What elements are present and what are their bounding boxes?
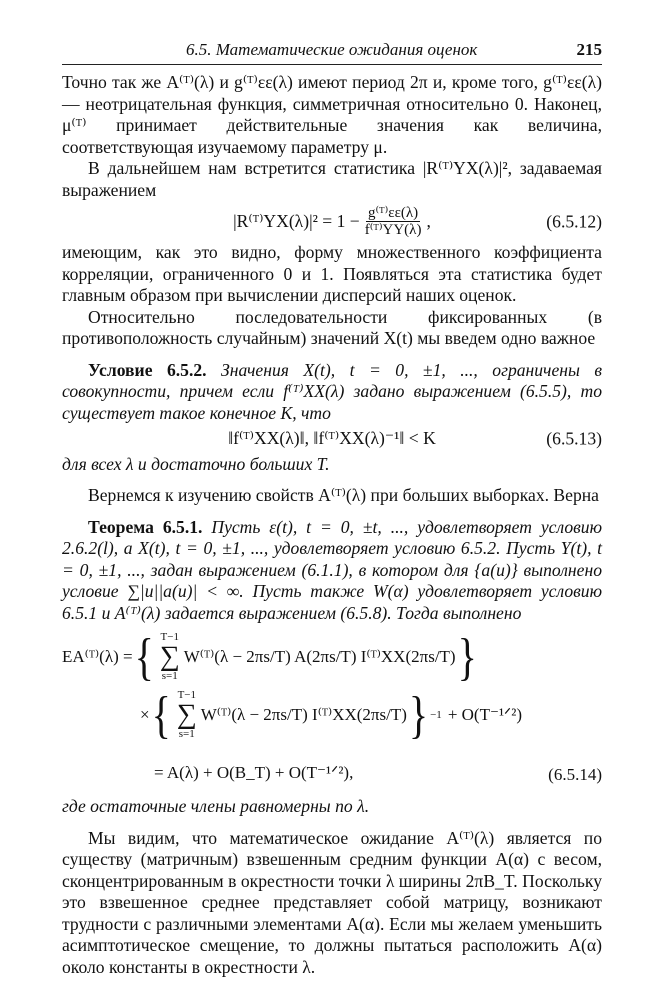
remainder-term: + O(T⁻¹ᐟ²) bbox=[447, 705, 522, 725]
condition-end: для всех λ и достаточно больших T. bbox=[62, 453, 330, 474]
fraction-numerator: g⁽ᵀ⁾εε(λ) bbox=[368, 205, 419, 221]
equation-number: (6.5.14) bbox=[548, 765, 602, 784]
page-body bbox=[62, 72, 602, 978]
equation-row-2: × { T−1 ∑ s=1 W⁽ᵀ⁾(λ − 2πs/T) I⁽ᵀ⁾XX(2πs/T) } −1 + O(T⁻¹ᐟ²) bbox=[140, 685, 522, 744]
sum-lower-limit: s=1 bbox=[178, 728, 195, 740]
sum-upper-limit: T−1 bbox=[177, 689, 196, 701]
theorem-block bbox=[62, 517, 602, 625]
equation-row-3 bbox=[154, 762, 353, 784]
paragraph: Относительно последовательности фиксированных (в противоположность случайным) значений X(t) мы введем одно важное bbox=[62, 306, 602, 348]
equation-lhs: EA⁽ᵀ⁾(λ) = bbox=[62, 647, 133, 667]
equation-lhs: |R⁽ᵀ⁾YX(λ)|² = 1 − bbox=[233, 210, 360, 231]
paragraph: Точно так же A⁽ᵀ⁾(λ) и g⁽ᵀ⁾εε(λ) имеют период 2π и, кроме того, g⁽ᵀ⁾εε(λ) — неотрицательная функция, симметричная относительно 0. Наконец, μ⁽ᵀ⁾ принимает действительные значения как величина, соответствующая изучаемому параметру μ. bbox=[62, 72, 602, 157]
sum-lower-limit: s=1 bbox=[161, 670, 178, 682]
equation-row-1: EA⁽ᵀ⁾(λ) = { T−1 ∑ s=1 W⁽ᵀ⁾(λ − 2πs/T) A(2πs/T) I⁽ᵀ⁾XX(2πs/T) } bbox=[62, 627, 477, 686]
sum-upper-limit: T−1 bbox=[160, 631, 179, 643]
equation-number: (6.5.12) bbox=[546, 210, 602, 231]
fraction-denominator: f⁽ᵀ⁾YY(λ) bbox=[364, 222, 422, 238]
condition-label: Условие 6.5.2. bbox=[88, 359, 207, 380]
fraction bbox=[363, 205, 424, 238]
paragraph: Вернемся к изучению свойств A⁽ᵀ⁾(λ) при больших выборках. Верна bbox=[88, 485, 599, 505]
theorem-label: Теорема 6.5.1. bbox=[88, 516, 203, 537]
paragraph: В дальнейшем нам встретится статистика |R⁽ᵀ⁾YX(λ)|², задаваемая выражением bbox=[62, 158, 602, 200]
condition-text: Значения X(t), t = 0, ±1, ..., ограничены в совокупности, причем если f⁽ᵀ⁾XX(λ) задано выражением (6.5.5), то существует такое конечное K, что bbox=[62, 359, 603, 423]
section-title: 6.5. Математические ожидания оценок bbox=[186, 40, 478, 59]
sum-term: W⁽ᵀ⁾(λ − 2πs/T) I⁽ᵀ⁾XX(2πs/T) bbox=[200, 705, 407, 725]
page-number: 215 bbox=[576, 40, 602, 59]
paragraph: имеющим, как это видно, форму множественного коэффициента корреляции, ограниченного 0 и 1. Появляться эта статистика будет главным образом при вычислении дисперсий наших оценок. bbox=[62, 242, 602, 305]
theorem-text: Пусть ε(t), t = 0, ±t, ..., удовлетворяет условию 2.6.2(l), а X(t), t = 0, ±1, ..., удовлетворяет условию 6.5.2. Пусть Y(t), t = 0, ±1, ..., задан выражением (6.1.1), в котором для {a(u)} выполнено условие ∑|u||a(u)| < ∞. Пусть также W(α) удовлетворяет условию 6.5.1 и A⁽ᵀ⁾(λ) задается выражением (6.5.8). Тогда выполнено bbox=[62, 516, 602, 623]
equation-6-5-13 bbox=[62, 428, 602, 450]
sum-symbol: T−1 ∑ s=1 bbox=[159, 631, 180, 682]
equation-6-5-12 bbox=[62, 205, 602, 238]
sum-term: W⁽ᵀ⁾(λ − 2πs/T) A(2πs/T) I⁽ᵀ⁾XX(2πs/T) bbox=[183, 647, 456, 667]
condition-block bbox=[62, 360, 602, 425]
theorem-end: где остаточные члены равномерны по λ. bbox=[62, 796, 370, 816]
equation-result: = A(λ) + O(B_T) + O(T⁻¹ᐟ²), bbox=[154, 763, 354, 782]
sum-symbol: T−1 ∑ s=1 bbox=[176, 689, 197, 740]
times-sign: × bbox=[140, 705, 150, 725]
equation-tail: , bbox=[426, 210, 431, 231]
equation-6-5-14 bbox=[62, 626, 602, 794]
running-header bbox=[62, 40, 602, 65]
paragraph: Мы видим, что математическое ожидание A⁽ᵀ⁾(λ) является по существу (матричным) взвешенным средним функции A(α) с весом, сконцентрированным в окрестности точки λ ширины 2πB_T. Поскольку это взвешенное среднее представляет собой матрицу, возникают трудности с различными элементами A(α). Если мы желаем уменьшить асимптотическое смещение, то должны пытаться расположить A(α) около константы в окрестности λ. bbox=[62, 827, 602, 977]
equation-expression: ‖f⁽ᵀ⁾XX(λ)‖, ‖f⁽ᵀ⁾XX(λ)⁻¹‖ < K bbox=[228, 428, 436, 448]
equation-number: (6.5.13) bbox=[546, 428, 602, 448]
